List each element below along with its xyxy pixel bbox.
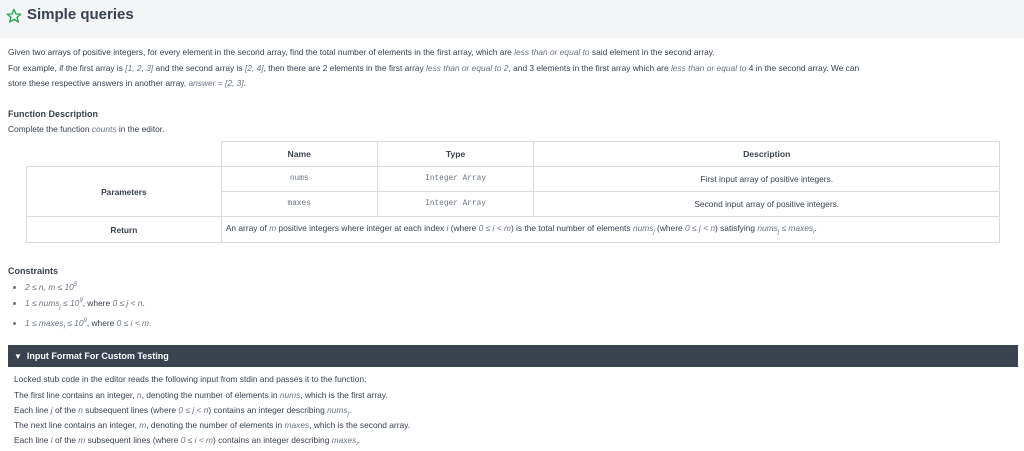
list-item: • 2 ≤ n, $m \le 10^5$ (25, 278, 151, 294)
list-item: • 1 ≤ nums$_j$ ≤ $10^9$, where 0 ≤ j < n. (25, 294, 151, 314)
return-description: An array of m positive integers where integer at each index i (where 0 ≤ i < m) is the total number of elements nums$_j$ (where 0 ≤ j < n) satisfying nums$_j$ ≤ maxes$_i$. (221, 217, 999, 243)
input-format-line-5: Each line i of the m subsequent lines (where 0 ≤ i < m) contains an integer describing maxes$_i$. (14, 435, 361, 448)
param-name: maxes (221, 192, 377, 217)
function-name: counts (91, 124, 117, 134)
header-description: Description (534, 142, 1000, 167)
return-label: Return (27, 217, 222, 243)
constraints-heading: Constraints (8, 266, 59, 276)
description-line-3: store these respective answers in another array, answer = [2, 3]. (8, 78, 246, 88)
description-line-2: For example, if the first array is [1, 2, 3] and the second array is [2, 4], then there are 2 elements in the first array less than or equal to 2, and 3 elements in the first array which are less than or equal to 4 in the second array. We can (8, 63, 860, 73)
input-format-line-2: The first line contains an integer, n, denoting the number of elements in nums, which is the first array. (14, 390, 388, 400)
table-row (27, 167, 1000, 192)
page-header (0, 0, 1024, 38)
input-format-line-4: The next line contains an integer, m, denoting the number of elements in maxes, which is the second array. (14, 420, 411, 430)
input-format-line-1: Locked stub code in the editor reads the following input from stdin and passes it to the function: (14, 374, 367, 384)
param-type: Integer Array (377, 167, 534, 192)
header-type: Type (377, 142, 534, 167)
star-icon[interactable] (6, 8, 22, 24)
list-item: • 1 ≤ maxes$_i$ ≤ $10^9$, where 0 ≤ i < m. (25, 314, 151, 334)
param-name: nums (221, 167, 377, 192)
param-type: Integer Array (377, 192, 534, 217)
header-name: Name (221, 142, 377, 167)
constraints-list (10, 278, 151, 335)
description-line-1: Given two arrays of positive integers, for every element in the second array, find the total number of elements in the first array, which are less than or equal to said element in the second array. (8, 47, 715, 57)
param-description: First input array of positive integers. (534, 167, 1000, 192)
function-description-text: Complete the function counts in the editor. (8, 124, 165, 134)
function-description-heading: Function Description (8, 109, 98, 119)
page-title: Simple queries (27, 6, 134, 23)
param-description: Second input array of positive integers. (534, 192, 1000, 217)
table-row-return (27, 217, 1000, 243)
parameters-table (26, 141, 1000, 243)
triangle-down-icon: ▼ (14, 352, 22, 361)
input-format-line-3: Each line j of the n subsequent lines (where 0 ≤ j < n) contains an integer describing nums$_j$. (14, 405, 352, 418)
input-format-toggle[interactable] (8, 345, 1018, 367)
table-corner (27, 142, 222, 167)
parameters-label: Parameters (27, 167, 222, 217)
input-format-title: Input Format For Custom Testing (26, 351, 169, 361)
